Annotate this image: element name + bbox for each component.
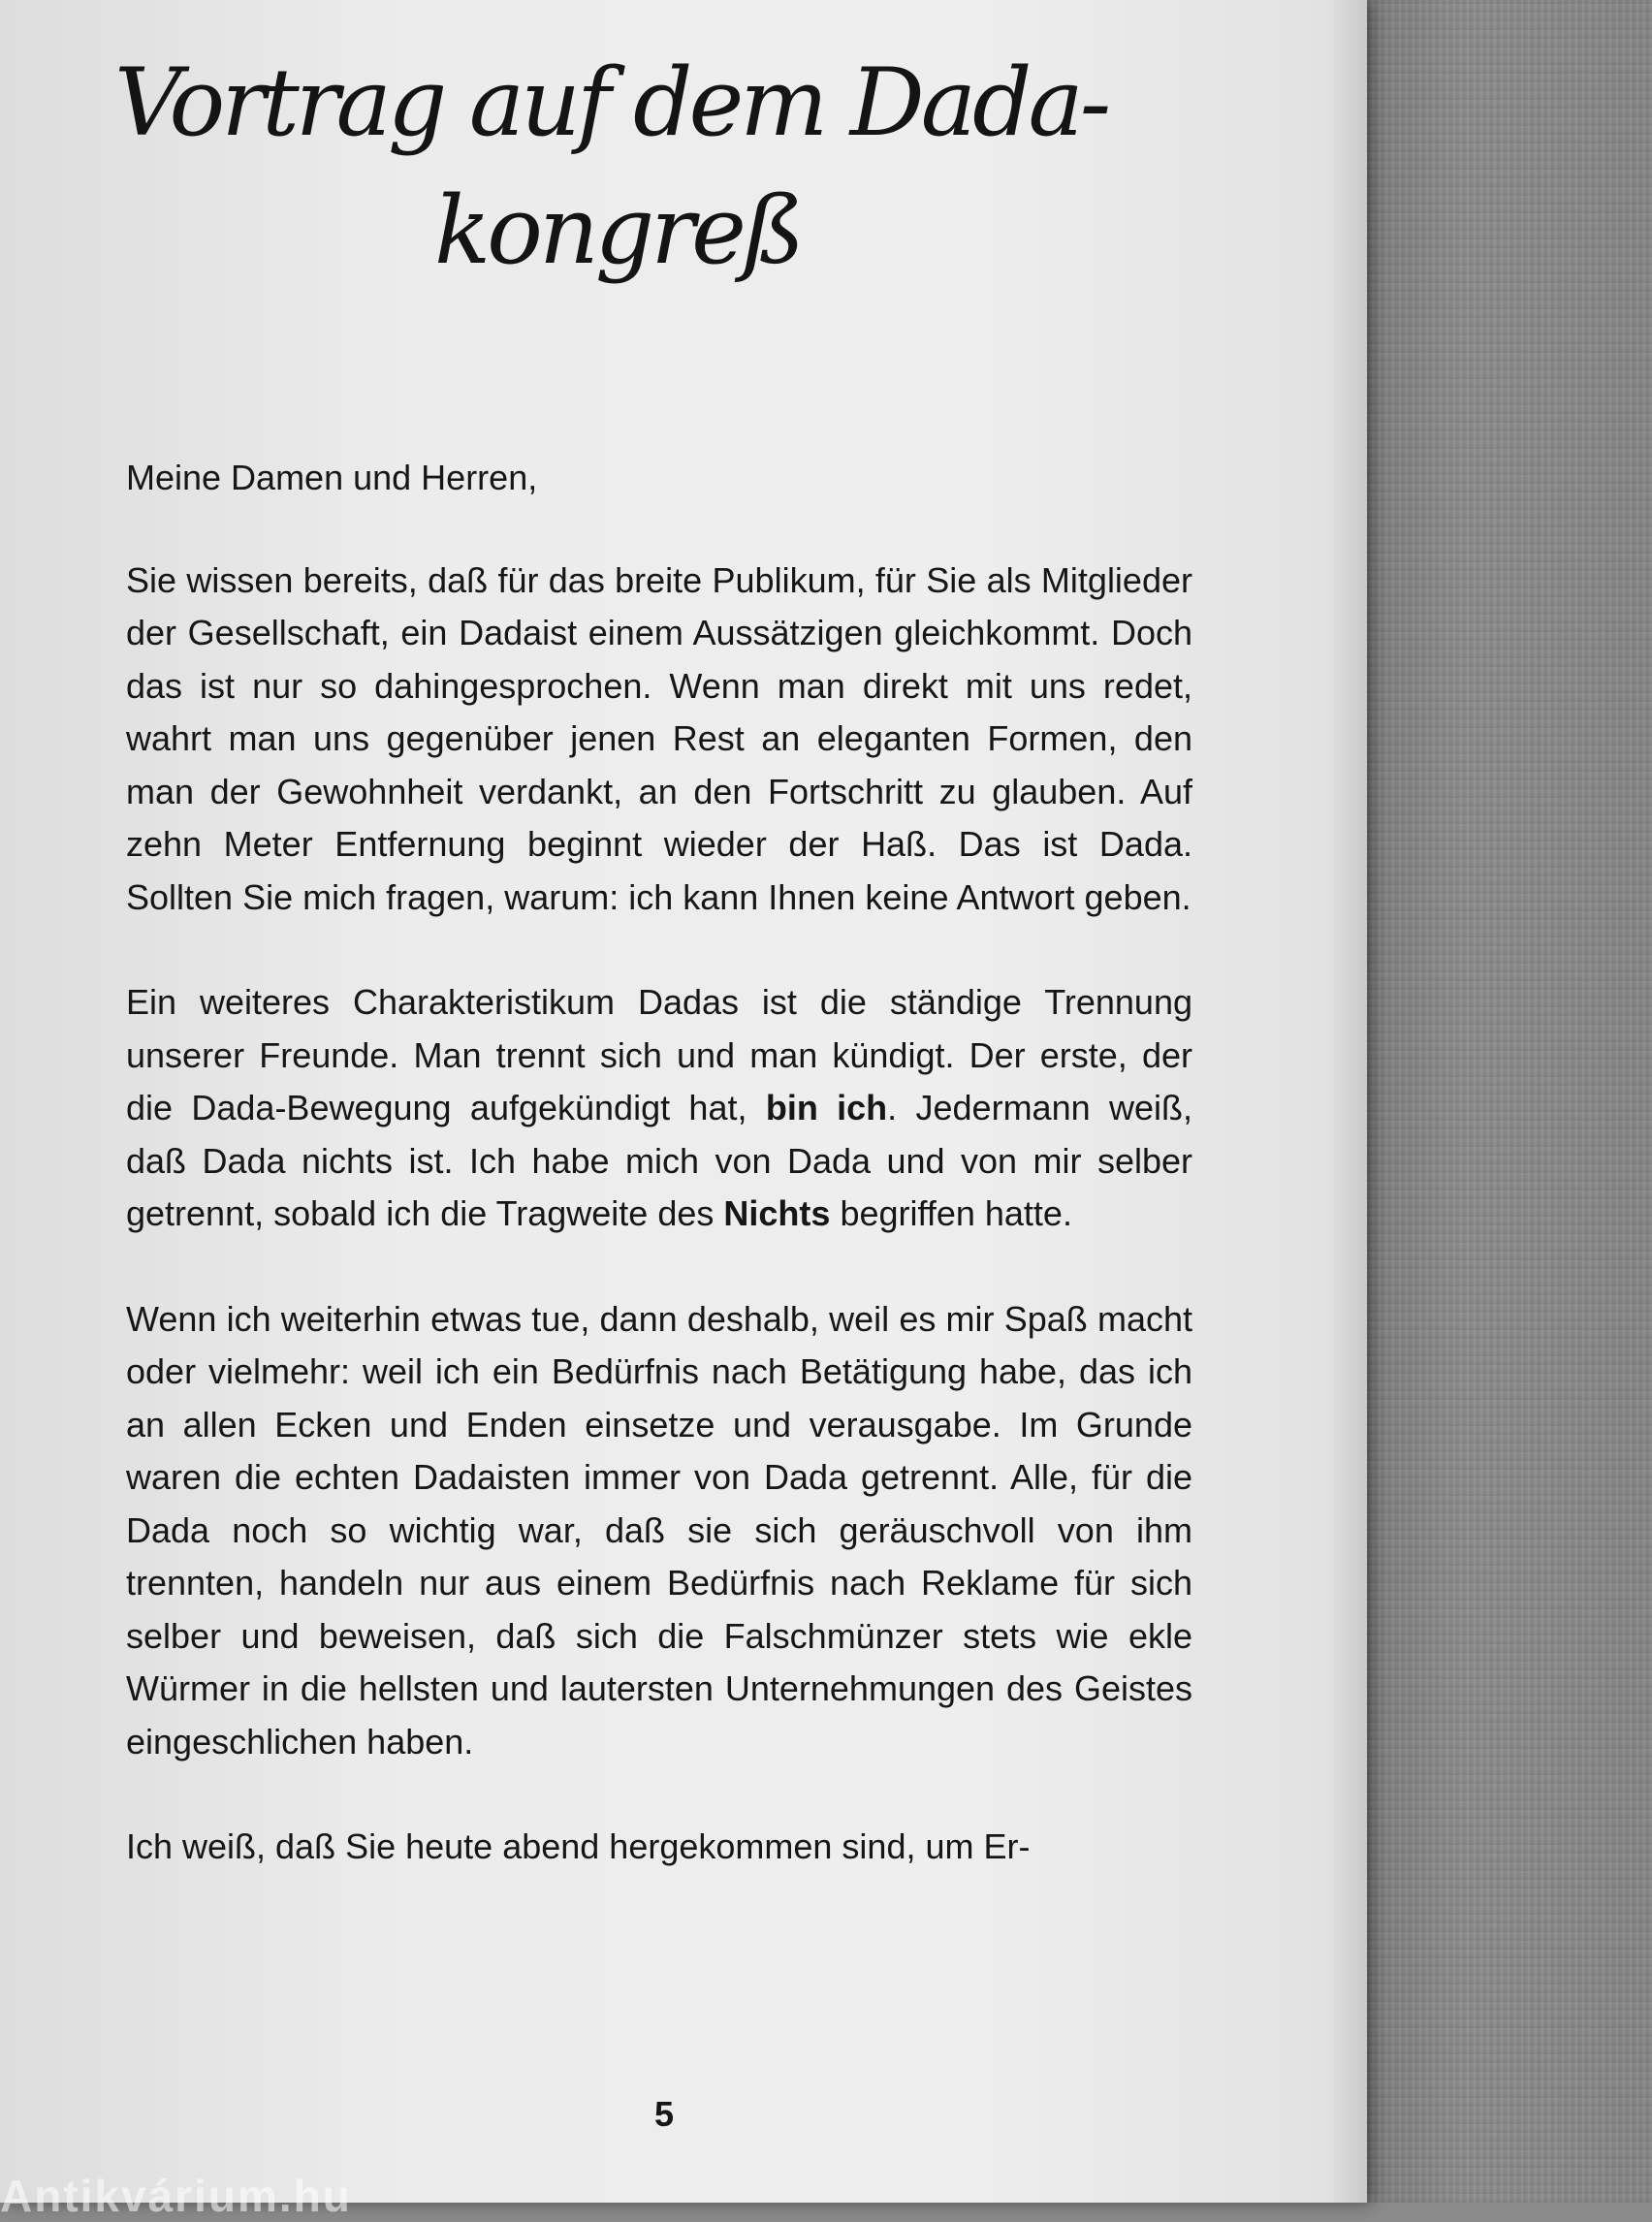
paragraph-3: Wenn ich weiterhin etwas tue, dann deshalb, weil es mir Spaß macht oder vielmehr: weil ich ein Bedürfnis nach Betätigung habe, das ich an allen Ecken und Enden einsetze und verausgabe. Im Grunde waren die echten Dadaisten immer von Dada getrennt. Alle, für die Dada noch so wichtig war, daß sie sich geräuschvoll von ihm trennten, handeln nur aus einem Bedürfnis nach Reklame für sich selber und beweisen, daß sich die Falschmünzer stets wie ekle Würmer in die hellsten und lautersten Unternehmungen des Geistes eingeschlichen haben. xyxy=(126,1298,1192,1762)
paragraph-2-text-c: begriffen hatte. xyxy=(840,1193,1072,1233)
paragraph-4: Ich weiß, daß Sie heute abend hergekommen sind, um Er- xyxy=(126,1826,1031,1866)
title-line-1: Vortrag auf dem Dada- xyxy=(114,48,1108,157)
paragraph-2-bold-1: bin ich xyxy=(765,1088,888,1127)
background-surface xyxy=(1338,0,1652,2203)
watermark: Antikvárium.hu xyxy=(0,2171,352,2221)
body-text xyxy=(126,452,1192,1926)
paragraph-2-text-a: Ein weiteres Charakteristikum Dadas ist die ständige Trennung unserer Freunde. Man trennt sich und man kündigt. Der erste, der die Dada-Bewegung aufgekündigt hat, xyxy=(126,982,1192,1127)
page-title xyxy=(114,39,1210,295)
paragraph-2-bold-2: Nichts xyxy=(723,1193,831,1233)
page-number: 5 xyxy=(653,2094,675,2134)
salutation: Meine Damen und Herren, xyxy=(126,458,538,497)
title-line-2: kongreß xyxy=(434,176,802,285)
paragraph-1: Sie wissen bereits, daß für das breite Publikum, für Sie als Mitglieder der Gesellschaft, ein Dadaist einem Aussätzigen gleichkommt. Doch das ist nur so dahingesprochen. Wenn man direkt mit uns redet, wahrt man uns gegenüber jenen Rest an eleganten Formen, den man der Gewohnheit verdankt, an den Fortschritt zu glauben. Auf zehn Meter Entfernung beginnt wieder der Haß. Das ist Dada. Sollten Sie mich fragen, warum: ich kann Ihnen keine Antwort geben. xyxy=(126,559,1192,917)
paragraph-2 xyxy=(126,976,1192,1241)
paragraph-2-text-b: . Jedermann weiß, daß Dada nichts ist. Ich habe mich von Dada und von mir selber getrennt, sobald ich die Tragweite des xyxy=(126,1088,1192,1233)
